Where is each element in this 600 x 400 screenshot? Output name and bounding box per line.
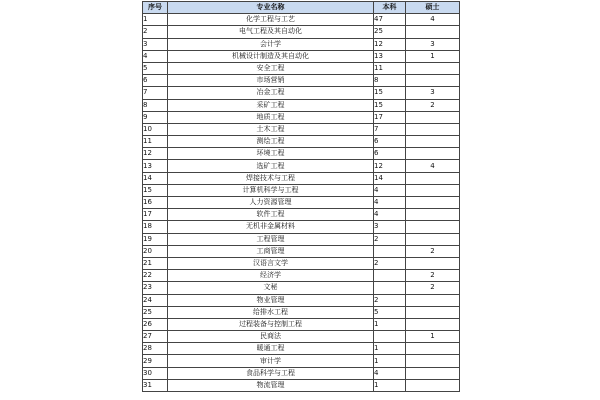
table-row bbox=[143, 38, 460, 50]
cell-index: 24 bbox=[143, 294, 168, 306]
table-row bbox=[143, 62, 460, 74]
table-row bbox=[143, 245, 460, 257]
cell-index: 18 bbox=[143, 221, 168, 233]
cell-major: 工程管理 bbox=[168, 233, 374, 245]
cell-master bbox=[406, 148, 460, 160]
cell-major: 汉语言文学 bbox=[168, 257, 374, 269]
cell-index: 16 bbox=[143, 197, 168, 209]
cell-index: 6 bbox=[143, 75, 168, 87]
cell-master: 2 bbox=[406, 282, 460, 294]
cell-index: 29 bbox=[143, 355, 168, 367]
cell-bachelor: 12 bbox=[374, 38, 406, 50]
table-header bbox=[143, 2, 460, 14]
cell-master bbox=[406, 136, 460, 148]
table-row bbox=[143, 318, 460, 330]
cell-bachelor: 4 bbox=[374, 367, 406, 379]
cell-index: 27 bbox=[143, 331, 168, 343]
table-row bbox=[143, 26, 460, 38]
cell-master bbox=[406, 318, 460, 330]
cell-master bbox=[406, 75, 460, 87]
cell-index: 19 bbox=[143, 233, 168, 245]
cell-bachelor: 15 bbox=[374, 87, 406, 99]
cell-major: 安全工程 bbox=[168, 62, 374, 74]
cell-major: 地质工程 bbox=[168, 111, 374, 123]
table-row bbox=[143, 343, 460, 355]
cell-index: 31 bbox=[143, 379, 168, 391]
cell-major: 暖通工程 bbox=[168, 343, 374, 355]
cell-index: 26 bbox=[143, 318, 168, 330]
cell-index: 30 bbox=[143, 367, 168, 379]
cell-major: 审计学 bbox=[168, 355, 374, 367]
cell-index: 17 bbox=[143, 209, 168, 221]
cell-bachelor: 2 bbox=[374, 233, 406, 245]
cell-master bbox=[406, 123, 460, 135]
cell-master bbox=[406, 355, 460, 367]
cell-major: 机械设计制造及其自动化 bbox=[168, 50, 374, 62]
cell-bachelor: 2 bbox=[374, 294, 406, 306]
table-row bbox=[143, 75, 460, 87]
cell-major: 会计学 bbox=[168, 38, 374, 50]
cell-master: 2 bbox=[406, 99, 460, 111]
table-row bbox=[143, 270, 460, 282]
cell-bachelor: 1 bbox=[374, 379, 406, 391]
cell-master: 2 bbox=[406, 270, 460, 282]
cell-index: 11 bbox=[143, 136, 168, 148]
cell-master bbox=[406, 209, 460, 221]
table-row bbox=[143, 184, 460, 196]
table-row bbox=[143, 209, 460, 221]
cell-major: 化学工程与工艺 bbox=[168, 14, 374, 26]
cell-master bbox=[406, 111, 460, 123]
cell-bachelor: 7 bbox=[374, 123, 406, 135]
cell-index: 8 bbox=[143, 99, 168, 111]
cell-bachelor: 14 bbox=[374, 172, 406, 184]
cell-index: 15 bbox=[143, 184, 168, 196]
cell-major: 测绘工程 bbox=[168, 136, 374, 148]
cell-major: 计算机科学与工程 bbox=[168, 184, 374, 196]
cell-bachelor: 1 bbox=[374, 343, 406, 355]
cell-major: 无机非金属材料 bbox=[168, 221, 374, 233]
cell-bachelor: 4 bbox=[374, 197, 406, 209]
cell-major: 人力资源管理 bbox=[168, 197, 374, 209]
cell-master: 1 bbox=[406, 331, 460, 343]
cell-bachelor: 5 bbox=[374, 306, 406, 318]
cell-bachelor bbox=[374, 331, 406, 343]
cell-master: 1 bbox=[406, 50, 460, 62]
cell-master bbox=[406, 221, 460, 233]
cell-bachelor bbox=[374, 245, 406, 257]
cell-master bbox=[406, 306, 460, 318]
table-body bbox=[143, 14, 460, 392]
table-row bbox=[143, 136, 460, 148]
cell-index: 7 bbox=[143, 87, 168, 99]
cell-index: 12 bbox=[143, 148, 168, 160]
header-bachelor: 本科 bbox=[374, 2, 406, 14]
cell-bachelor: 12 bbox=[374, 160, 406, 172]
header-master: 硕士 bbox=[406, 2, 460, 14]
table-row bbox=[143, 197, 460, 209]
cell-index: 20 bbox=[143, 245, 168, 257]
cell-major: 民商法 bbox=[168, 331, 374, 343]
cell-index: 2 bbox=[143, 26, 168, 38]
cell-index: 22 bbox=[143, 270, 168, 282]
cell-master bbox=[406, 172, 460, 184]
cell-bachelor: 11 bbox=[374, 62, 406, 74]
header-major: 专业名称 bbox=[168, 2, 374, 14]
cell-index: 23 bbox=[143, 282, 168, 294]
header-index: 序号 bbox=[143, 2, 168, 14]
cell-index: 28 bbox=[143, 343, 168, 355]
table-row bbox=[143, 14, 460, 26]
table-row bbox=[143, 99, 460, 111]
cell-bachelor: 1 bbox=[374, 318, 406, 330]
table-row bbox=[143, 123, 460, 135]
cell-bachelor: 6 bbox=[374, 136, 406, 148]
cell-bachelor: 17 bbox=[374, 111, 406, 123]
table-row bbox=[143, 331, 460, 343]
cell-index: 21 bbox=[143, 257, 168, 269]
cell-master bbox=[406, 197, 460, 209]
cell-master bbox=[406, 26, 460, 38]
cell-bachelor: 47 bbox=[374, 14, 406, 26]
table-row bbox=[143, 148, 460, 160]
cell-bachelor: 8 bbox=[374, 75, 406, 87]
cell-bachelor: 25 bbox=[374, 26, 406, 38]
cell-major: 工商管理 bbox=[168, 245, 374, 257]
cell-master: 3 bbox=[406, 38, 460, 50]
table-row bbox=[143, 257, 460, 269]
cell-master bbox=[406, 184, 460, 196]
cell-major: 冶金工程 bbox=[168, 87, 374, 99]
cell-master: 3 bbox=[406, 87, 460, 99]
cell-master: 4 bbox=[406, 160, 460, 172]
cell-master bbox=[406, 343, 460, 355]
cell-master bbox=[406, 62, 460, 74]
table-row bbox=[143, 355, 460, 367]
cell-bachelor: 1 bbox=[374, 355, 406, 367]
cell-bachelor: 3 bbox=[374, 221, 406, 233]
cell-major: 环境工程 bbox=[168, 148, 374, 160]
cell-bachelor: 2 bbox=[374, 257, 406, 269]
cell-major: 给排水工程 bbox=[168, 306, 374, 318]
table-row bbox=[143, 306, 460, 318]
cell-index: 5 bbox=[143, 62, 168, 74]
cell-major: 土木工程 bbox=[168, 123, 374, 135]
table-row bbox=[143, 221, 460, 233]
cell-major: 物流管理 bbox=[168, 379, 374, 391]
table-row bbox=[143, 160, 460, 172]
cell-index: 9 bbox=[143, 111, 168, 123]
cell-master bbox=[406, 257, 460, 269]
cell-index: 25 bbox=[143, 306, 168, 318]
cell-master bbox=[406, 233, 460, 245]
table-row bbox=[143, 233, 460, 245]
table-row bbox=[143, 50, 460, 62]
cell-index: 10 bbox=[143, 123, 168, 135]
cell-major: 经济学 bbox=[168, 270, 374, 282]
cell-bachelor bbox=[374, 282, 406, 294]
cell-index: 14 bbox=[143, 172, 168, 184]
table-row bbox=[143, 172, 460, 184]
cell-bachelor: 13 bbox=[374, 50, 406, 62]
cell-index: 1 bbox=[143, 14, 168, 26]
cell-major: 采矿工程 bbox=[168, 99, 374, 111]
cell-master bbox=[406, 294, 460, 306]
table-row bbox=[143, 367, 460, 379]
cell-major: 物业管理 bbox=[168, 294, 374, 306]
cell-index: 13 bbox=[143, 160, 168, 172]
cell-major: 焊接技术与工程 bbox=[168, 172, 374, 184]
table-row bbox=[143, 379, 460, 391]
table-row bbox=[143, 111, 460, 123]
cell-index: 3 bbox=[143, 38, 168, 50]
majors-table bbox=[142, 1, 460, 392]
cell-major: 文秘 bbox=[168, 282, 374, 294]
cell-bachelor: 6 bbox=[374, 148, 406, 160]
cell-major: 过程装备与控制工程 bbox=[168, 318, 374, 330]
cell-master bbox=[406, 379, 460, 391]
table-row bbox=[143, 87, 460, 99]
table-row bbox=[143, 282, 460, 294]
cell-major: 软件工程 bbox=[168, 209, 374, 221]
cell-master: 2 bbox=[406, 245, 460, 257]
header-row bbox=[143, 2, 460, 14]
cell-bachelor: 4 bbox=[374, 184, 406, 196]
cell-master bbox=[406, 367, 460, 379]
cell-bachelor: 4 bbox=[374, 209, 406, 221]
cell-major: 选矿工程 bbox=[168, 160, 374, 172]
cell-index: 4 bbox=[143, 50, 168, 62]
cell-major: 市场营销 bbox=[168, 75, 374, 87]
cell-bachelor bbox=[374, 270, 406, 282]
cell-master: 4 bbox=[406, 14, 460, 26]
cell-major: 电气工程及其自动化 bbox=[168, 26, 374, 38]
table-row bbox=[143, 294, 460, 306]
cell-major: 食品科学与工程 bbox=[168, 367, 374, 379]
cell-bachelor: 15 bbox=[374, 99, 406, 111]
